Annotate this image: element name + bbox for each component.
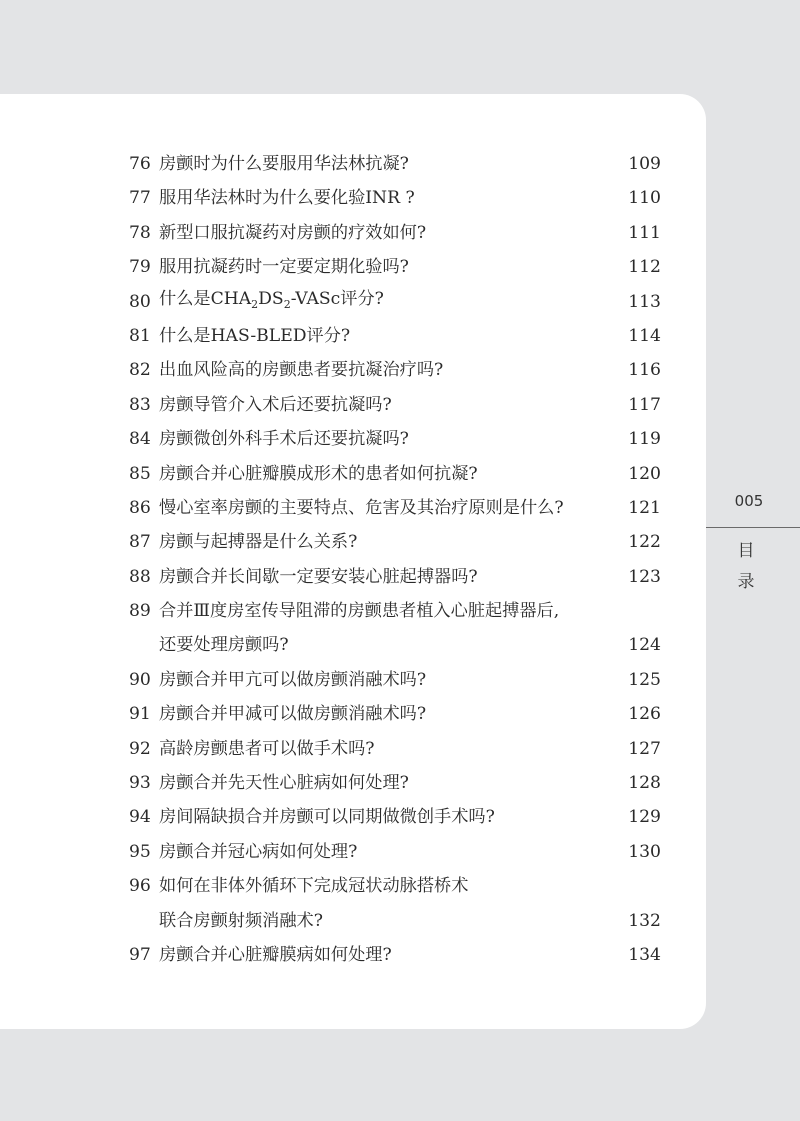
toc-entry [129, 766, 661, 800]
toc-entry-title: 房颤与起搏器是什么关系? [159, 532, 358, 553]
toc-line-continuation [129, 628, 661, 662]
toc-entry-title: 服用华法林时为什么要化验INR ? [159, 188, 415, 209]
toc-entry-title: 房间隔缺损合并房颤可以同期做微创手术吗? [159, 807, 495, 828]
section-label-char: 录 [737, 572, 755, 592]
toc-line [129, 216, 661, 250]
toc-entry [129, 457, 661, 491]
toc-entry-title: 新型口服抗凝药对房颤的疗效如何? [159, 222, 427, 243]
toc-entry [129, 353, 661, 387]
toc-entry-page: 124 [628, 635, 661, 656]
toc-entry-number: 79 [129, 257, 151, 278]
toc-entry-title: 房颤微创外科手术后还要抗凝吗? [159, 429, 409, 450]
toc-entry-page: 128 [628, 773, 661, 794]
toc-entry-page: 130 [628, 841, 661, 862]
toc-entry-page: 119 [628, 429, 661, 450]
toc-entry [129, 594, 661, 663]
toc-line [129, 422, 661, 456]
toc-line [129, 181, 661, 215]
toc-entry [129, 422, 661, 456]
page-number: 005 [734, 492, 764, 510]
toc-line [129, 732, 661, 766]
toc-entry-title: 房颤合并甲亢可以做房颤消融术吗? [159, 669, 427, 690]
toc-line [129, 250, 661, 284]
toc-entry-title: 出血风险高的房颤患者要抗凝治疗吗? [159, 360, 444, 381]
toc-entry-title: 房颤合并先天性心脏病如何处理? [159, 773, 409, 794]
toc-entry [129, 835, 661, 869]
toc-entry-title: 房颤导管介入术后还要抗凝吗? [159, 394, 392, 415]
toc-entry-page: 120 [628, 463, 661, 484]
toc-entry-number: 92 [129, 738, 151, 759]
toc-line [129, 491, 661, 525]
toc-entry-number: 97 [129, 944, 151, 965]
toc-entry [129, 663, 661, 697]
toc-line [129, 766, 661, 800]
toc-entry-page: 114 [628, 325, 661, 346]
toc-entry [129, 560, 661, 594]
toc-entry-page: 121 [628, 497, 661, 518]
toc-line [129, 525, 661, 559]
toc-entry [129, 491, 661, 525]
toc-entry-title: 服用抗凝药时一定要定期化验吗? [159, 257, 409, 278]
toc-entry [129, 869, 661, 938]
toc-line [129, 353, 661, 387]
toc-entry-title: 房颤合并甲减可以做房颤消融术吗? [159, 704, 427, 725]
toc-entry-page: 109 [628, 154, 661, 174]
toc-entry-page: 126 [628, 704, 661, 725]
toc-entry [129, 388, 661, 422]
title-part: DS [258, 288, 284, 309]
title-part: 什么是CHA [159, 288, 252, 309]
subscript: 2 [283, 297, 291, 311]
toc-entry [129, 525, 661, 559]
toc-entry-number: 89 [129, 601, 151, 622]
toc-line [129, 594, 661, 628]
toc-entry-page: 122 [628, 532, 661, 553]
toc-line-continuation [129, 904, 661, 938]
toc-entry [129, 732, 661, 766]
toc-entry-number: 96 [129, 876, 151, 897]
toc-entry-title: 合并Ⅲ度房室传导阻滞的房颤患者植入心脏起搏器后, [159, 601, 560, 622]
toc-entry [129, 800, 661, 834]
toc-entry [129, 181, 661, 215]
toc-line [129, 663, 661, 697]
toc-entry-number: 94 [129, 807, 151, 828]
title-part: -VASc评分? [290, 288, 384, 309]
toc-entry-number: 90 [129, 669, 151, 690]
toc-entry [129, 319, 661, 353]
toc-entry-number: 86 [129, 497, 151, 518]
toc-line [129, 697, 661, 731]
toc-entry-page: 132 [628, 910, 661, 931]
toc-entry-page: 129 [628, 807, 661, 828]
toc-line [129, 319, 661, 353]
toc-entry [129, 938, 661, 972]
toc-entry-title-continuation: 还要处理房颤吗? [159, 635, 289, 656]
toc-line [129, 938, 661, 972]
toc-entry-page: 127 [628, 738, 661, 759]
toc-entry [129, 697, 661, 731]
toc-entry-title: 房颤合并心脏瓣膜病如何处理? [159, 944, 392, 965]
toc-entry-number: 85 [129, 463, 151, 484]
toc-entry-page: 116 [628, 360, 661, 381]
toc-entry-number: 77 [129, 188, 151, 209]
toc-line [129, 147, 661, 181]
toc-entry-number: 76 [129, 154, 151, 174]
toc-entry-title: 房颤合并心脏瓣膜成形术的患者如何抗凝? [159, 463, 478, 484]
toc-entry-number: 81 [129, 325, 151, 346]
toc-entry [129, 250, 661, 284]
toc-entry-title: 慢心室率房颤的主要特点、危害及其治疗原则是什么? [159, 497, 564, 518]
toc-line [129, 800, 661, 834]
divider [706, 527, 800, 528]
toc-entry [129, 147, 661, 181]
toc-entry [129, 285, 661, 319]
toc-line [129, 285, 661, 319]
toc-entry-title: 房颤时为什么要服用华法林抗凝? [159, 154, 409, 174]
toc-entry-page: 117 [628, 394, 661, 415]
table-of-contents [129, 147, 661, 972]
toc-entry-title: 什么是HAS-BLED评分? [159, 325, 351, 346]
toc-line [129, 869, 661, 903]
toc-line [129, 457, 661, 491]
toc-entry-number: 78 [129, 222, 151, 243]
toc-line [129, 560, 661, 594]
toc-entry-page: 113 [628, 291, 661, 312]
toc-entry [129, 216, 661, 250]
toc-entry-title: 如何在非体外循环下完成冠状动脉搭桥术 [159, 876, 469, 897]
toc-entry-number: 84 [129, 429, 151, 450]
toc-entry-number: 95 [129, 841, 151, 862]
toc-entry-title: 房颤合并冠心病如何处理? [159, 841, 358, 862]
toc-entry-number: 83 [129, 394, 151, 415]
toc-entry-page: 125 [628, 669, 661, 690]
toc-entry-page: 134 [628, 944, 661, 965]
toc-entry-title: 房颤合并长间歇一定要安装心脏起搏器吗? [159, 566, 478, 587]
subscript: 2 [251, 297, 259, 311]
toc-entry-page: 111 [628, 222, 661, 243]
toc-entry-number: 91 [129, 704, 151, 725]
toc-entry-number: 82 [129, 360, 151, 381]
toc-entry-title-continuation: 联合房颤射频消融术? [159, 910, 323, 931]
toc-entry-title [159, 282, 621, 322]
toc-entry-page: 110 [628, 188, 661, 209]
toc-entry-page: 112 [628, 257, 661, 278]
toc-entry-title: 高龄房颤患者可以做手术吗? [159, 738, 375, 759]
toc-entry-number: 87 [129, 532, 151, 553]
section-label-char: 目 [737, 541, 755, 561]
toc-entry-number: 80 [129, 291, 151, 312]
toc-entry-page: 123 [628, 566, 661, 587]
section-label [731, 536, 761, 598]
toc-entry-number: 93 [129, 773, 151, 794]
toc-line [129, 835, 661, 869]
toc-entry-number: 88 [129, 566, 151, 587]
toc-line [129, 388, 661, 422]
